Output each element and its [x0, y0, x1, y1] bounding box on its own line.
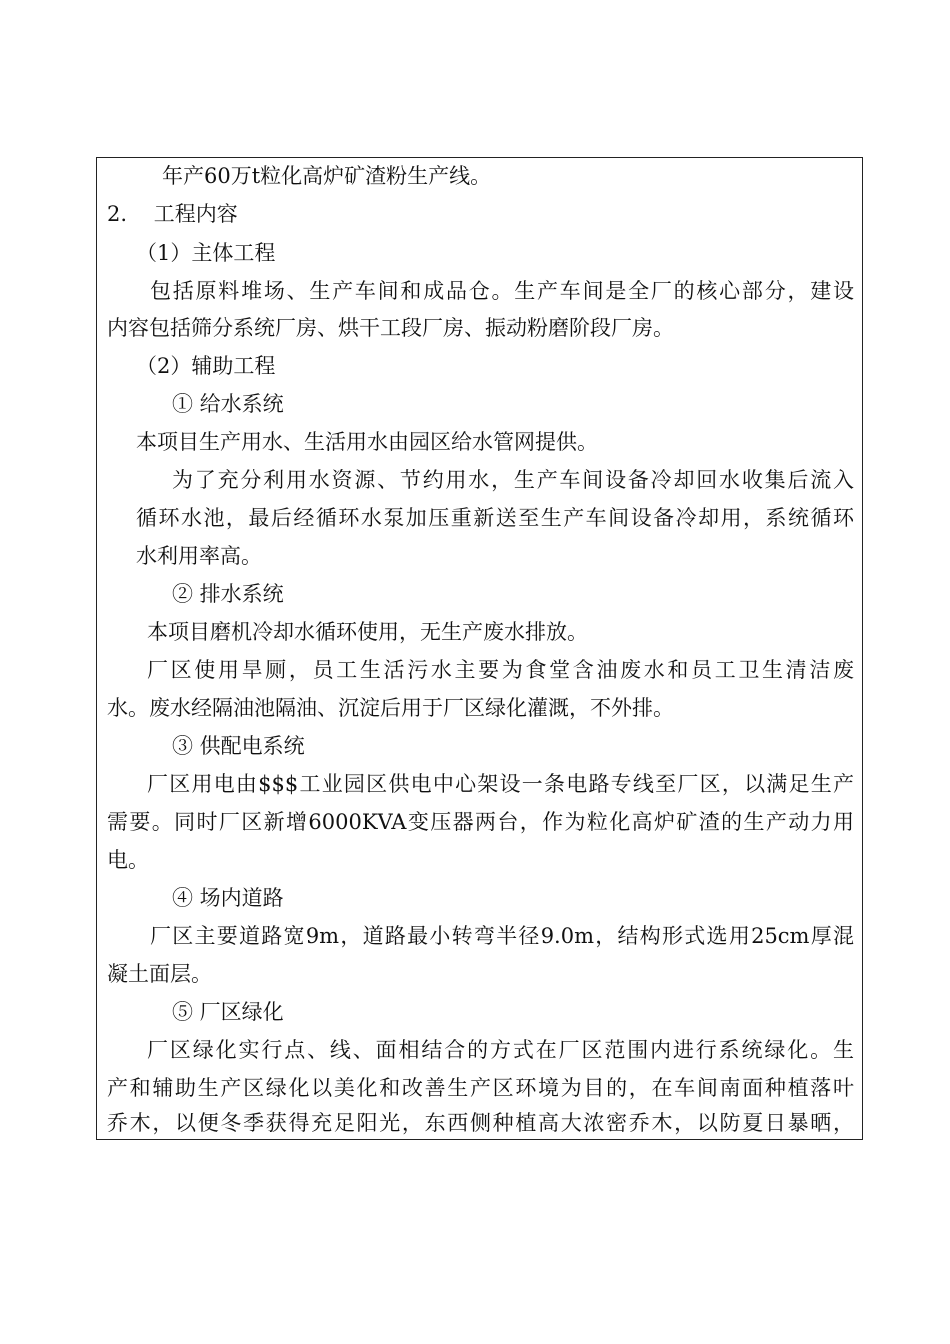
paragraph-line: 循环水池，最后经循环水泵加压重新送至生产车间设备冷却用，系统循环 [136, 506, 854, 530]
paragraph-line: 凝土面层。 [107, 962, 212, 986]
item-heading-greening: ⑤ 厂区绿化 [172, 1000, 284, 1024]
paragraph-line: 本项目生产用水、生活用水由园区给水管网提供。 [136, 430, 598, 454]
paragraph-line: 水。废水经隔油池隔油、沉淀后用于厂区绿化灌溉，不外排。 [107, 696, 674, 720]
paragraph-line: 厂区主要道路宽9m，道路最小转弯半径9.0m，结构形式选用25cm厚混 [150, 924, 854, 948]
item-heading-water-supply: ① 给水系统 [172, 392, 284, 416]
subheading-auxiliary-works: （2）辅助工程 [136, 354, 276, 378]
paragraph-line: 需要。同时厂区新增6000KVA变压器两台，作为粒化高炉矿渣的生产动力用 [107, 810, 854, 834]
project-line: 年产60万t粒化高炉矿渣粉生产线。 [162, 164, 492, 188]
paragraph-line: 内容包括筛分系统厂房、烘干工段厂房、振动粉磨阶段厂房。 [107, 316, 674, 340]
paragraph-line: 厂区用电由$$$工业园区供电中心架设一条电路专线至厂区，以满足生产 [147, 772, 854, 796]
paragraph-line: 产和辅助生产区绿化以美化和改善生产区环境为目的，在车间南面种植落叶 [107, 1076, 854, 1100]
item-heading-power-supply: ③ 供配电系统 [172, 734, 305, 758]
section-heading-project-content: 2. 工程内容 [107, 202, 238, 226]
subheading-main-works: （1）主体工程 [136, 241, 276, 265]
paragraph-line: 水利用率高。 [136, 544, 262, 568]
paragraph-line: 为了充分利用水资源、节约用水，生产车间设备冷却回水收集后流入 [172, 468, 854, 492]
paragraph-line: 电。 [107, 848, 149, 872]
paragraph-line: 厂区使用旱厕，员工生活污水主要为食堂含油废水和员工卫生清洁废 [147, 658, 854, 682]
item-heading-roads: ④ 场内道路 [172, 886, 284, 910]
item-heading-drainage: ② 排水系统 [172, 582, 284, 606]
paragraph-line: 乔木，以便冬季获得充足阳光，东西侧种植高大浓密乔木，以防夏日暴晒， [107, 1111, 854, 1135]
paragraph-line: 厂区绿化实行点、线、面相结合的方式在厂区范围内进行系统绿化。生 [147, 1038, 854, 1062]
paragraph-line: 包括原料堆场、生产车间和成品仓。生产车间是全厂的核心部分，建设 [150, 279, 854, 303]
paragraph-line: 本项目磨机冷却水循环使用，无生产废水排放。 [147, 620, 588, 644]
